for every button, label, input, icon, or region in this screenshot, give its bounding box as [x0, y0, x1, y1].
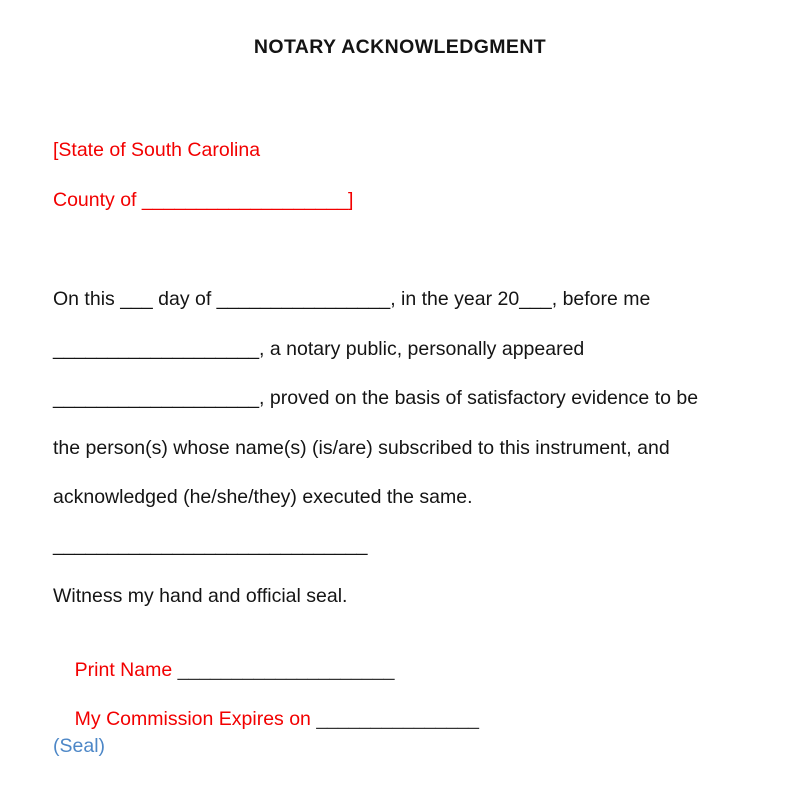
commission-expiry-label: My Commission Expires on	[74, 708, 317, 730]
witness-line: Witness my hand and official seal.	[53, 585, 348, 607]
commission-expiry-blank: _______________	[316, 708, 480, 730]
document-title: NOTARY ACKNOWLEDGMENT	[253, 36, 547, 58]
commission-expiry-line	[53, 685, 479, 754]
county-line: County of ___________________]	[53, 189, 354, 211]
print-name-label: Print Name	[74, 659, 178, 681]
seal-note: (Seal)	[53, 735, 106, 757]
acknowledgment-text-line-2: ___________________, a notary public, personally appeared	[53, 338, 585, 360]
acknowledgment-text-line-4: the person(s) whose name(s) (is/are) subscribed to this instrument, and	[53, 437, 670, 459]
acknowledgment-text-line-1: On this ___ day of ________________, in the year 20___, before me	[53, 288, 651, 310]
print-name-blank: ____________________	[177, 659, 395, 681]
notary-signature-blank: _____________________________	[53, 534, 368, 556]
acknowledgment-text-line-3: ___________________, proved on the basis of satisfactory evidence to be	[53, 387, 699, 409]
state-line: [State of South Carolina	[53, 139, 261, 161]
acknowledgment-text-line-5: acknowledged (he/she/they) executed the same.	[53, 486, 473, 508]
